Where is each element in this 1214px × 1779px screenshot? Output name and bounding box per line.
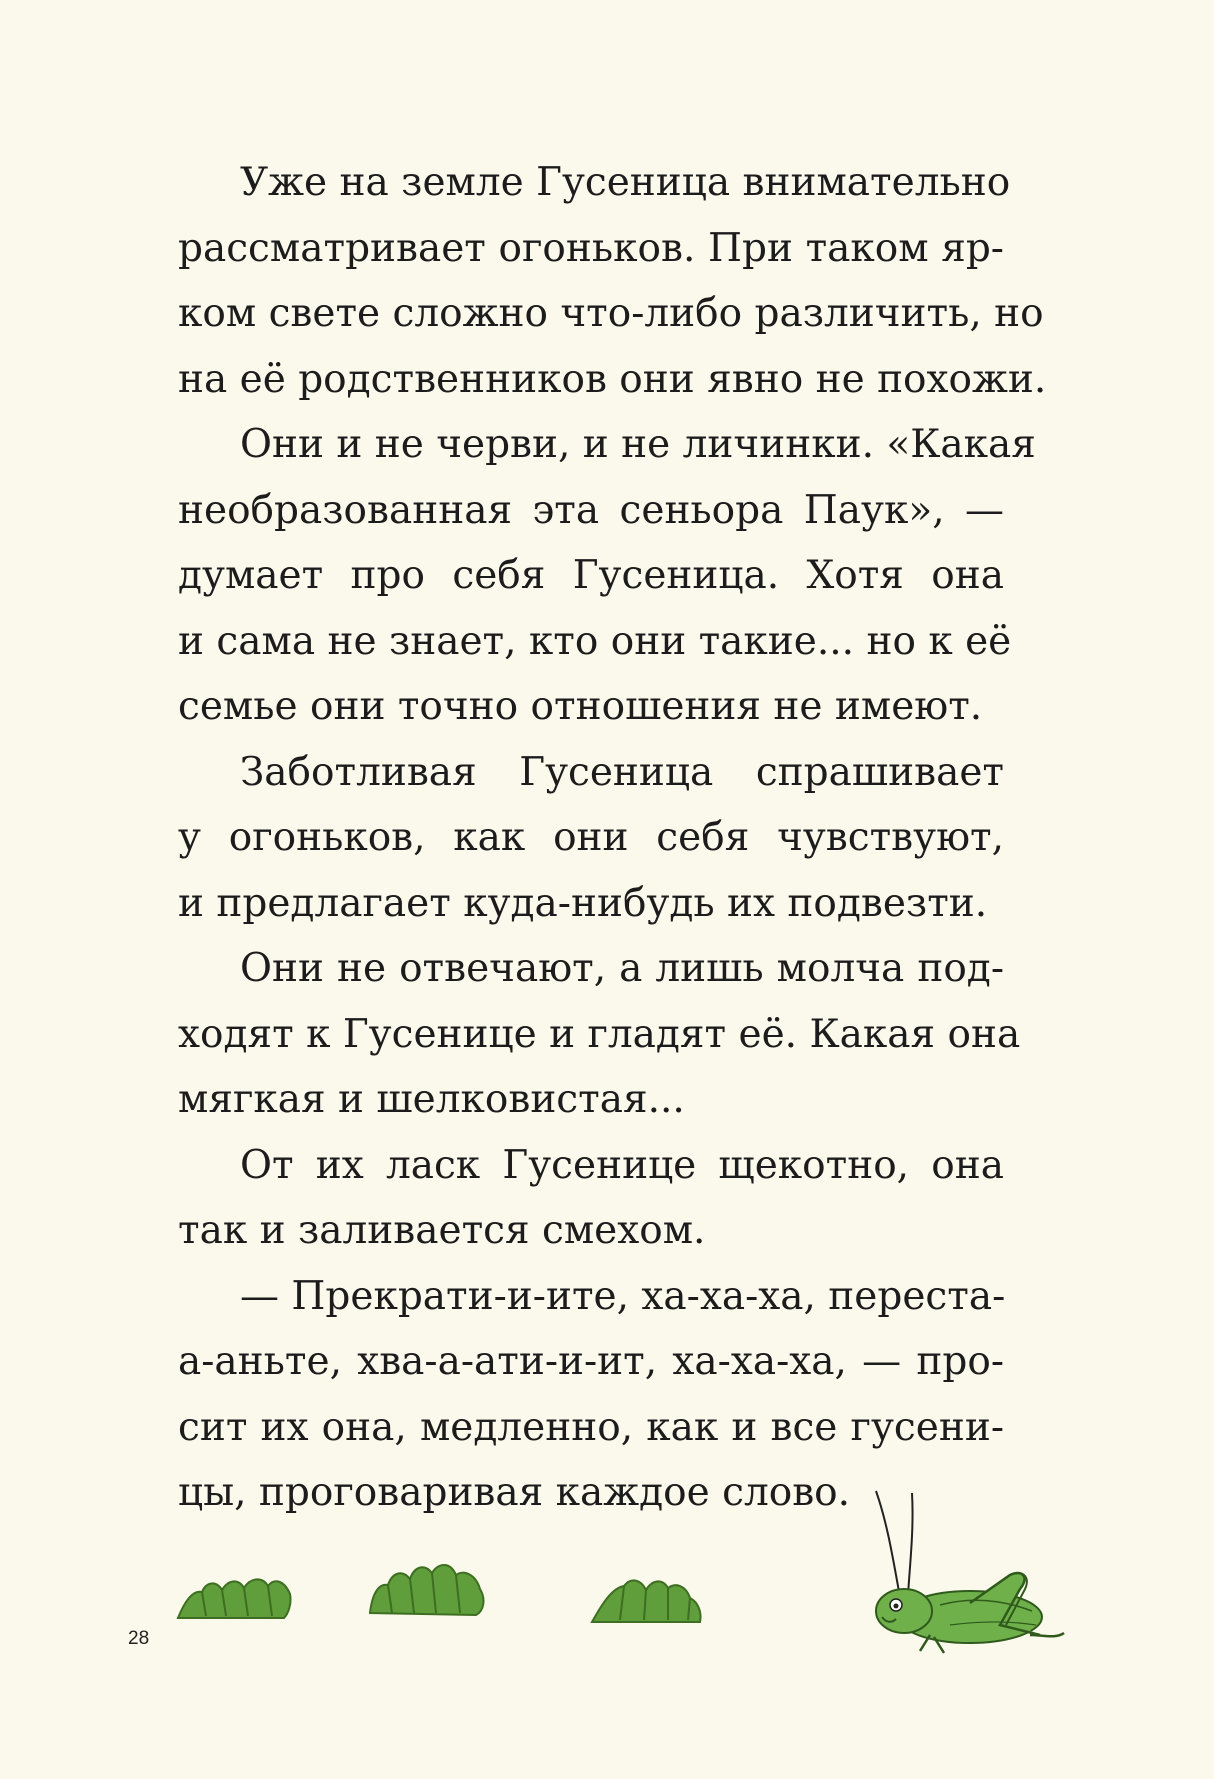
text-line: необразованная эта сеньора Паук», —	[178, 487, 1004, 533]
text-line: От их ласк Гусенице щекотно, она	[240, 1142, 1004, 1188]
text-line: ком свете сложно что-либо различить, но	[178, 291, 1044, 336]
paragraph	[178, 1133, 1004, 1264]
text-line: так и заливается смехом.	[178, 1208, 706, 1253]
paragraph	[178, 150, 1047, 412]
grass-tuft-icon	[366, 1555, 496, 1621]
text-line: цы, проговаривая каждое слово.	[178, 1470, 851, 1515]
text-line: и сама не знает, кто они такие... но к её	[178, 618, 1012, 664]
paragraph	[178, 936, 1021, 1133]
grass-tuft-icon	[176, 1568, 296, 1623]
grass-tuft-icon	[590, 1570, 706, 1626]
text-line: — Прекрати-и-ите, ха-ха-ха, переста-	[240, 1273, 1006, 1319]
text-line: рассматривает огоньков. При таком яр-	[178, 225, 1004, 271]
text-line: думает про себя Гусеница. Хотя она	[178, 553, 1004, 598]
text-line: сит их она, медленно, как и все гусени-	[178, 1404, 1004, 1450]
text-line: ходят к Гусенице и гладят её. Какая она	[178, 1011, 1021, 1057]
text-line: у огоньков, как они себя чувствуют,	[178, 815, 1004, 860]
page-number: 28	[128, 1628, 150, 1649]
text-line: Уже на земле Гусеница внимательно	[240, 160, 1011, 205]
text-line: Они не отвечают, а лишь молча под-	[240, 946, 1004, 991]
paragraph	[178, 740, 1004, 937]
text-line: Они и не черви, и не личинки. «Какая	[240, 422, 1036, 467]
text-line: мягкая и шелковистая...	[178, 1077, 685, 1122]
text-line: на её родственников они явно не похожи.	[178, 356, 1047, 402]
grasshopper-icon	[860, 1485, 1080, 1655]
paragraph	[178, 412, 1036, 740]
text-line: а-аньте, хва-а-ати-и-ит, ха-ха-ха, — про-	[178, 1339, 1004, 1384]
text-line: Заботливая Гусеница спрашивает	[240, 749, 1004, 795]
body-text	[178, 150, 1047, 1526]
text-line: и предлагает куда-нибудь их подвезти.	[178, 880, 988, 926]
text-line: семье они точно отношения не имеют.	[178, 684, 983, 729]
